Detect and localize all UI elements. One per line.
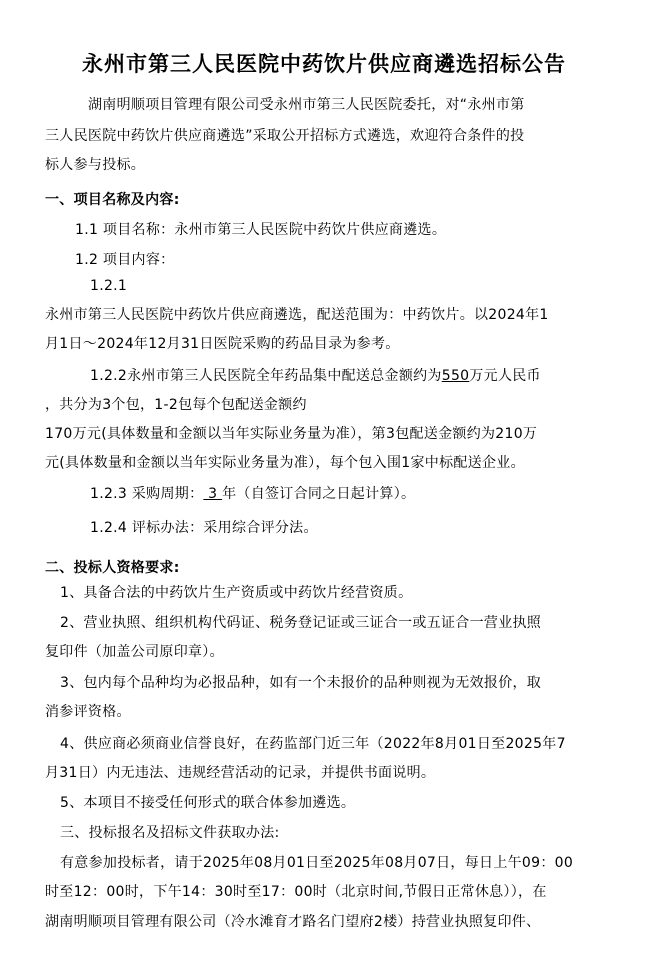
item-1-2-2-line-1: [90, 366, 541, 386]
item-1-2-2-line-4: 元(具体数量和金额以当年实际业务量为准），每个包入围1家中标配送企业。: [45, 455, 525, 471]
item-1-2-3-prefix: 1.2.3 采购周期：: [90, 486, 204, 502]
requirement-2-line-1: 2、营业执照、组织机构代码证、税务登记证或三证合一或五证合一营业执照: [60, 615, 542, 631]
item-1-2-2-suffix: 万元人民币: [469, 368, 541, 384]
requirement-3-line-1: 3、包内每个品种均为必报品种，如有一个未报价的品种则视为无效报价，取: [60, 675, 542, 691]
requirement-2-line-2: 复印件（加盖公司原印章）。: [45, 644, 224, 660]
item-1-2-3-suffix: 年（自签订合同之日起计算）。: [222, 486, 416, 502]
item-1-2-4: 1.2.4 评标办法：采用综合评分法。: [90, 520, 318, 536]
intro-line-3: 标人参与投标。: [45, 157, 146, 173]
intro-line-2: 三人民医院中药饮片供应商遴选”采取公开招标方式遴选，欢迎符合条件的投: [45, 128, 525, 144]
total-amount-value: 550: [441, 368, 470, 384]
requirement-5: 5、本项目不接受任何形式的联合体参加遴选。: [60, 795, 356, 811]
requirement-1: 1、具备合法的中药饮片生产资质或中药饮片经营资质。: [60, 585, 413, 601]
item-1-2-1-number: 1.2.1: [90, 278, 128, 294]
item-1-2-2-line-3: 170万元(具体数量和金额以当年实际业务量为准），第3包配送金额约为210万: [45, 426, 538, 442]
section-2-heading: 二、投标人资格要求:: [45, 560, 180, 576]
item-1-1: 1.1 项目名称：永州市第三人民医院中药饮片供应商遴选。: [75, 222, 447, 238]
item-1-2-2-line-2: ，共分为3个包，1-2包每个包配送金额约: [45, 397, 307, 413]
section-3-line-3: 湖南明顺项目管理有限公司（冷水滩育才路名门望府2楼）持营业执照复印件、: [45, 914, 541, 930]
section-3-line-2: 时至12：00时，下午14：30时至17：00时（北京时间,节假日正常休息）），在: [45, 884, 547, 900]
section-3-line-1: 有意参加投标者，请于2025年08月01日至2025年08月07日，每日上午09：00: [60, 855, 574, 871]
requirement-4-line-1: 4、供应商必须商业信誉良好，在药监部门近三年（2022年8月01日至2025年7: [60, 736, 566, 752]
requirement-4-line-2: 月31日）内无违法、违规经营活动的记录，并提供书面说明。: [45, 765, 436, 781]
procurement-period-value: 3: [203, 486, 223, 502]
item-1-2-1-line-2: 月1日～2024年12月31日医院采购的药品目录为参考。: [45, 336, 400, 352]
section-1-heading: 一、项目名称及内容:: [45, 192, 180, 208]
document-title: 永州市第三人民医院中药饮片供应商遴选招标公告: [82, 52, 566, 76]
item-1-2-1-line-1: 永州市第三人民医院中药饮片供应商遴选，配送范围为：中药饮片。以2024年1: [45, 307, 549, 323]
intro-line-1: 湖南明顺项目管理有限公司受永州市第三人民医院委托，对“永州市第: [88, 97, 525, 113]
requirement-3-line-2: 消参评资格。: [45, 704, 131, 720]
item-1-2: 1.2 项目内容：: [75, 252, 175, 268]
item-1-2-2-prefix: 1.2.2永州市第三人民医院全年药品集中配送总金额约为: [90, 368, 442, 384]
section-3-heading: 三、投标报名及招标文件获取办法:: [60, 825, 280, 841]
item-1-2-3: [90, 484, 415, 504]
